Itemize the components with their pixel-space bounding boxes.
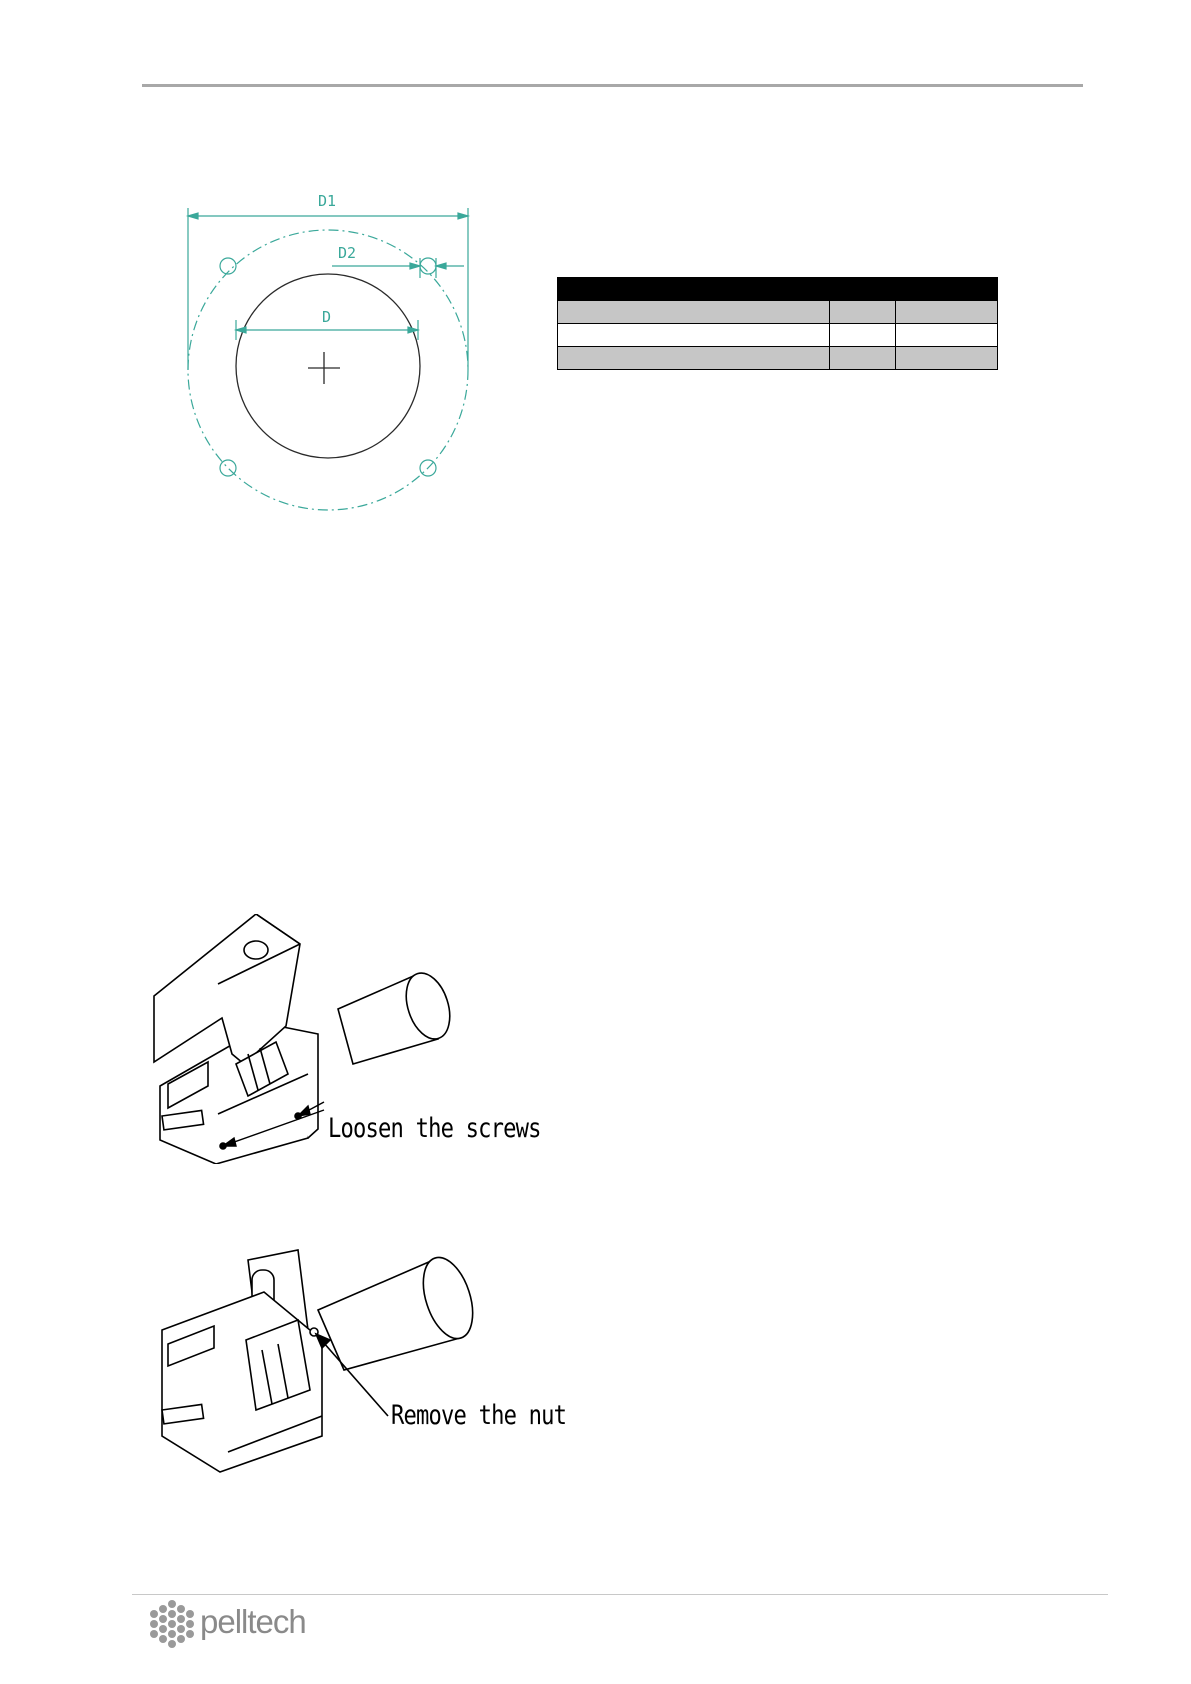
dimension-table (557, 277, 998, 370)
bolt-hole (220, 460, 236, 476)
table-header-row (558, 278, 998, 301)
table-row (558, 301, 998, 324)
flange-drawing (180, 188, 480, 518)
footer-rule (132, 1594, 1108, 1595)
table-row (558, 347, 998, 370)
callout-loosen-screws: Loosen the screws (328, 1113, 541, 1144)
bolt-circle (188, 230, 468, 510)
label-d2: D2 (338, 244, 357, 262)
burner-illustration-nut (148, 1240, 588, 1480)
burner-opening (236, 274, 420, 458)
label-d: D (322, 308, 332, 326)
label-d1: D1 (318, 192, 337, 210)
header-rule (142, 84, 1083, 87)
callout-remove-nut: Remove the nut (391, 1400, 567, 1431)
table-row (558, 324, 998, 347)
brand-name: pelltech (200, 1603, 306, 1640)
